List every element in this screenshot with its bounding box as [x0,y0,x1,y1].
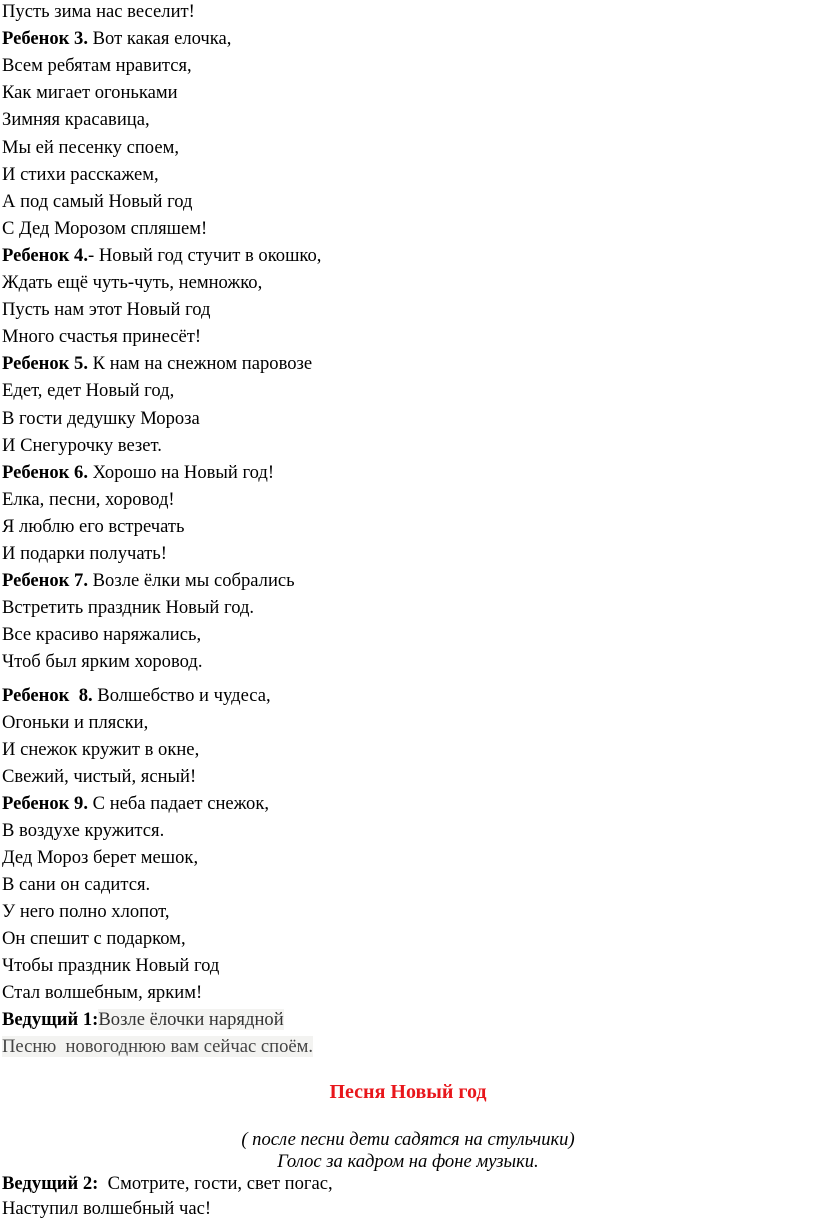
speaker-label: Ребенок 6. [2,461,88,483]
verse-line [2,928,186,950]
host-2-line [2,1173,333,1195]
host-1-line [2,1009,284,1031]
verse-text: Пусть нам этот Новый год [2,299,211,321]
verse-text: А под самый Новый год [2,190,193,212]
verse-text: Смотрите, гости, свет погас, [98,1173,333,1194]
verse-line [2,739,199,761]
verse-line [2,353,312,375]
verse-text: Стал волшебным, ярким! [2,982,203,1003]
verse-text: И подарки получать! [2,543,167,564]
verse-line [2,793,269,815]
speaker-label: Ребенок 3. [2,28,88,50]
verse-text: Вот какая елочка, [88,28,232,50]
verse-text: Наступил волшебный час! [2,1198,212,1219]
stage-direction: ( после песни дети садятся на стульчики) [241,1129,575,1150]
verse-text: Волшебство и чудеса, [92,685,271,706]
speaker-label: Ведущий 2: [2,1173,99,1194]
verse-text: С неба падает снежок, [88,793,270,814]
verse-text: В гости дедушку Мороза [2,407,200,429]
speaker-label: Ведущий 1: [2,1009,99,1030]
verse-text: К нам на снежном паровозе [88,353,313,375]
verse-text: И снежок кружит в окне, [2,739,200,760]
verse-line [2,245,321,267]
verse-text: У него полно хлопот, [2,901,170,922]
speaker-label: Ребенок 7. [2,570,88,592]
verse-line [2,82,178,104]
verse-line [2,299,211,321]
verse-text: Я люблю его встречать [2,515,185,537]
verse-line [2,489,175,511]
verse-text: Елка, песни, хоровод! [2,488,175,510]
verse-text: Едет, едет Новый год, [2,380,175,402]
speaker-label: Ребенок 4. [2,244,88,266]
verse-text: Все красиво наряжались, [2,624,202,646]
verse-line [2,712,148,734]
verse-line [2,766,196,788]
verse-text: - Новый год стучит в окошко, [88,244,322,266]
verse-line [2,435,162,457]
speaker-label: Ребенок 5. [2,353,88,375]
verse-line [2,685,271,707]
host-2-line-2 [2,1198,211,1220]
host-1-line-2 [2,1036,313,1058]
verse-line [2,137,179,159]
speaker-label: Ребенок 8. [2,685,93,706]
verse-line [2,28,231,50]
verse-text: Встретить праздник Новый год. [2,597,255,619]
verse-line [2,109,150,131]
verse-text: С Дед Морозом спляшем! [2,217,208,239]
verse-text: И стихи расскажем, [2,163,159,185]
verse-line [2,380,174,402]
verse-line [2,901,170,923]
verse-line [2,597,254,619]
verse-text: Мы ей песенку споем, [2,136,179,158]
verse-text: Много счастья принесёт! [2,326,202,348]
verse-line [2,874,150,896]
verse-line [2,326,201,348]
verse-text: Зимняя красавица, [2,109,150,131]
verse-line [2,164,159,186]
verse-text: Свежий, чистый, ясный! [2,766,197,787]
verse-text: И Снегурочку везет. [2,434,162,456]
verse-text: Как мигает огоньками [2,82,178,104]
verse-text: Хорошо на Новый год! [88,461,275,483]
song-title: Песня Новый год [329,1081,487,1103]
verse-text: Чтоб был ярким хоровод. [2,651,203,673]
verse-line [2,1,195,23]
verse-line [2,820,164,842]
verse-line [2,570,295,592]
verse-text: Возле ёлки мы собрались [88,570,295,592]
verse-line [2,624,201,646]
verse-text: Ждать ещё чуть-чуть, немножко, [2,272,263,293]
verse-line [2,847,198,869]
verse-line [2,543,167,565]
verse-text: Песню новогоднюю вам сейчас споём. [2,1036,314,1057]
verse-text: Он спешит с подарком, [2,928,186,949]
stage-direction-voice: Голос за кадром на фоне музыки. [277,1151,539,1172]
verse-line [2,408,200,430]
verse-line [2,982,202,1004]
verse-line [2,651,203,673]
verse-text: В воздухе кружится. [2,820,165,841]
verse-text: Всем ребятам нравится, [2,55,192,77]
verse-text: Возле ёлочки нарядной [98,1009,284,1030]
verse-text: Дед Мороз берет мешок, [2,847,199,868]
verse-text: Пусть зима нас веселит! [2,1,195,22]
verse-line [2,516,185,538]
verse-text: В сани он садится. [2,874,151,895]
verse-line [2,272,262,294]
verse-line [2,462,274,484]
speaker-label: Ребенок 9. [2,793,88,814]
verse-line [2,55,192,77]
verse-text: Огоньки и пляски, [2,712,149,733]
verse-text: Чтобы праздник Новый год [2,955,220,976]
verse-line [2,218,207,240]
verse-line [2,191,192,213]
verse-line [2,955,219,977]
